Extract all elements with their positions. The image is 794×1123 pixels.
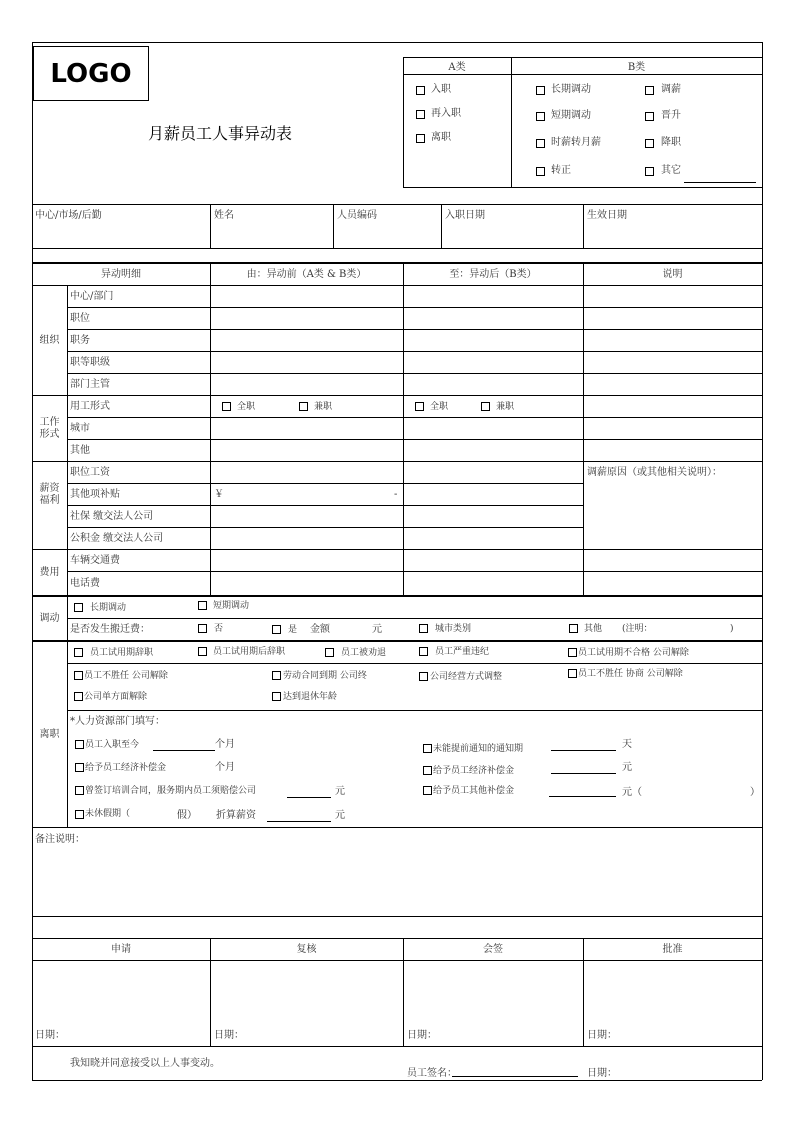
class-box-split	[511, 57, 512, 188]
rule	[32, 640, 762, 642]
retirement-label: 达到退休年龄	[283, 692, 338, 702]
incompetent-label: 员工不胜任 公司解除	[84, 671, 168, 681]
checkbox-retirement[interactable]	[272, 692, 281, 701]
rule	[67, 483, 583, 484]
leave-label: 离职	[39, 729, 60, 740]
dash: -	[394, 489, 398, 500]
checkbox-econ-comp[interactable]	[75, 763, 84, 772]
rule	[32, 285, 762, 286]
unilateral-label: 公司单方面解除	[84, 692, 148, 702]
row-fund: 公积金 缴交法人公司	[70, 533, 164, 544]
amount-label: 金额	[310, 624, 330, 635]
approve-date: 日期：	[587, 1030, 617, 1041]
row-manager: 部门主管	[70, 379, 110, 390]
logo: LOGO	[33, 46, 149, 101]
checkbox-long-transfer[interactable]	[536, 86, 545, 95]
work-label: 工作 形式	[39, 417, 60, 440]
emp-sign-label: 员工签名：	[407, 1068, 457, 1079]
other-class-field[interactable]	[684, 182, 756, 183]
class-a-label: A类	[448, 62, 466, 73]
class-box-divider	[403, 74, 762, 75]
checkbox-city-type[interactable]	[419, 624, 428, 633]
sign-countersign: 会签	[483, 944, 503, 955]
frame-bottom	[32, 1080, 762, 1081]
training-contract-label: 曾签订培训合同，服务期内员工须赔偿公司	[85, 786, 257, 796]
opt-hourly-to-monthly-label: 时薪转月薪	[551, 137, 601, 148]
checkbox-leave[interactable]	[416, 134, 425, 143]
emp-sign-field[interactable]	[452, 1076, 578, 1077]
rule	[67, 329, 762, 330]
rule	[67, 663, 762, 664]
training-unit: 元	[335, 786, 345, 797]
frame-right	[762, 42, 763, 1080]
notice-days-field[interactable]	[551, 750, 616, 751]
rule	[32, 827, 762, 828]
rule	[67, 710, 762, 711]
checkbox-regularize[interactable]	[536, 167, 545, 176]
checkbox-unilateral[interactable]	[74, 692, 83, 701]
econ-comp-2-label: 给予员工经济补偿金	[433, 766, 515, 776]
row-salary: 职位工资	[70, 467, 110, 478]
rule	[441, 204, 442, 248]
rule	[32, 262, 762, 264]
opt-promote-label: 晋升	[661, 110, 681, 121]
rule	[32, 461, 762, 462]
move-no-label: 否	[214, 624, 224, 634]
rule	[32, 395, 762, 396]
other-comp-unit: 元（	[622, 787, 642, 798]
move-question: 是否发生搬迁费：	[70, 624, 150, 635]
checkbox-to-fulltime[interactable]	[415, 402, 424, 411]
checkbox-training-contract[interactable]	[75, 786, 84, 795]
opt-demote-label: 降职	[661, 137, 681, 148]
violation-label: 员工严重违纪	[435, 647, 490, 657]
persuaded-label: 员工被劝退	[341, 648, 387, 658]
opt-rehire-label: 再入职	[431, 108, 461, 119]
join-date-label: 入职日期	[445, 210, 485, 221]
checkbox-move-no[interactable]	[198, 624, 207, 633]
opt-long-transfer-label: 长期调动	[551, 84, 591, 95]
ack-text: 我知晓并同意接受以上人事变动。	[70, 1058, 220, 1069]
econ-comp-2-field[interactable]	[551, 773, 616, 774]
business-change-label: 公司经营方式调整	[430, 672, 503, 682]
opt-raise-label: 调薪	[661, 84, 681, 95]
sign-apply: 申请	[111, 944, 131, 955]
checkbox-probation-fail[interactable]	[568, 648, 577, 657]
convert-salary-label: 折算薪资	[216, 810, 256, 821]
sign-approve: 批准	[662, 944, 683, 955]
probation-resign-label: 员工试用期辞职	[90, 648, 154, 658]
checkbox-incompetent-negotiate[interactable]	[568, 669, 577, 678]
name-label: 姓名	[214, 210, 234, 221]
amount-unit: 元	[372, 624, 382, 635]
class-box	[403, 57, 762, 188]
join-months-label: 员工入职至今	[85, 740, 140, 750]
checkbox-violation[interactable]	[419, 647, 428, 656]
raise-reason-label: 调薪原因（或其他相关说明）：	[587, 467, 722, 478]
opt-onboard-label: 入职	[431, 84, 451, 95]
eff-date-label: 生效日期	[587, 210, 627, 221]
rule	[67, 373, 762, 374]
rule	[67, 641, 68, 827]
checkbox-to-parttime[interactable]	[481, 402, 490, 411]
notice-days-unit: 天	[622, 739, 632, 750]
row-grade: 职等职级	[70, 357, 110, 368]
training-amount-field[interactable]	[287, 797, 331, 798]
org-label: 组织	[39, 335, 60, 346]
center-label: 中心/市场/后勤	[35, 210, 102, 221]
incompetent-negotiate-label: 员工不胜任 协商 公司解除	[578, 669, 683, 679]
checkbox-short-transfer[interactable]	[536, 112, 545, 121]
checkbox-join-months[interactable]	[75, 740, 84, 749]
checkbox-probation-resign[interactable]	[74, 648, 83, 657]
rule	[210, 262, 211, 595]
sign-review: 复核	[296, 944, 317, 955]
review-date: 日期：	[214, 1030, 244, 1041]
rule	[32, 1046, 762, 1047]
move-yes-label: 是	[288, 625, 298, 635]
econ-comp-label: 给予员工经济补偿金	[85, 763, 167, 773]
rule	[67, 307, 762, 308]
to-fulltime-label: 全职	[430, 402, 449, 412]
row-duty: 职务	[70, 335, 90, 346]
row-transport: 车辆交通费	[70, 555, 120, 566]
opt-other-label: 其它	[661, 165, 681, 176]
frame-top	[32, 42, 762, 43]
checkbox-transfer-short[interactable]	[198, 601, 207, 610]
rule	[403, 262, 404, 595]
row-city: 城市	[70, 423, 90, 434]
other-comp-field[interactable]	[549, 796, 616, 797]
checkbox-notice[interactable]	[423, 744, 432, 753]
remarks-label: 备注说明：	[35, 834, 85, 845]
rule	[32, 960, 762, 961]
transfer-other-label: 其他	[584, 624, 603, 634]
rule	[32, 204, 762, 205]
emp-no-label: 人员编码	[337, 210, 377, 221]
row-phone: 电话费	[70, 578, 100, 589]
checkbox-demote[interactable]	[645, 139, 654, 148]
unused-leave-label-2: 假）	[177, 810, 197, 821]
rule	[67, 571, 762, 572]
rule	[67, 618, 762, 619]
join-months-field[interactable]	[153, 750, 215, 751]
rule	[67, 527, 583, 528]
rule	[32, 916, 762, 917]
frame-left	[32, 42, 33, 1080]
rule	[32, 248, 762, 249]
checkbox-other-class[interactable]	[645, 167, 654, 176]
checkbox-onboard[interactable]	[416, 86, 425, 95]
checkbox-post-probation-resign[interactable]	[198, 647, 207, 656]
other-comp-close: ）	[750, 787, 760, 798]
transfer-short-label: 短期调动	[213, 601, 250, 611]
opt-regularize-label: 转正	[551, 165, 571, 176]
note-close: )	[730, 624, 734, 634]
from-parttime-label: 兼职	[314, 402, 333, 412]
rule	[583, 204, 584, 248]
class-b-label: B类	[627, 62, 646, 73]
rule	[583, 262, 584, 595]
col-from: 由：异动前（A类 & B类）	[246, 269, 367, 280]
checkbox-other-comp[interactable]	[423, 786, 432, 795]
checkbox-rehire[interactable]	[416, 110, 425, 119]
checkbox-contract-expire[interactable]	[272, 671, 281, 680]
contract-expire-label: 劳动合同到期 公司终	[283, 671, 367, 681]
rule	[32, 549, 762, 550]
opt-leave-label: 离职	[431, 132, 451, 143]
econ-comp-2-unit: 元	[622, 762, 632, 773]
checkbox-business-change[interactable]	[419, 672, 428, 681]
rule	[67, 439, 762, 440]
form-title: 月薪员工人事异动表	[147, 124, 292, 143]
checkbox-econ-comp-2[interactable]	[423, 766, 432, 775]
row-work-other: 其他	[70, 445, 90, 456]
countersign-date: 日期：	[407, 1030, 437, 1041]
rule	[32, 595, 762, 597]
checkbox-incompetent[interactable]	[74, 671, 83, 680]
unused-leave-label: 未休假期（	[85, 809, 131, 819]
other-comp-label: 给予员工其他补偿金	[433, 786, 515, 796]
note-open: (注明：	[622, 624, 653, 634]
row-employment: 用工形式	[70, 401, 110, 412]
checkbox-from-fulltime[interactable]	[222, 402, 231, 411]
checkbox-from-parttime[interactable]	[299, 402, 308, 411]
rule	[67, 351, 762, 352]
yen-sign: ￥	[214, 489, 224, 500]
hr-fill-label: *人力资源部门填写：	[70, 716, 165, 727]
col-note: 说明	[662, 269, 683, 280]
apply-date: 日期：	[35, 1030, 65, 1041]
checkbox-move-yes[interactable]	[272, 625, 281, 634]
rule	[32, 938, 762, 939]
checkbox-promote[interactable]	[645, 112, 654, 121]
to-parttime-label: 兼职	[496, 402, 515, 412]
checkbox-hourly-to-monthly[interactable]	[536, 139, 545, 148]
transfer-long-label: 长期调动	[90, 603, 127, 613]
rule	[210, 204, 211, 248]
col-to: 至：异动后（B类）	[449, 269, 537, 280]
row-dept: 中心/部门	[70, 291, 114, 302]
col-detail: 异动明细	[101, 269, 141, 280]
rule	[67, 417, 762, 418]
months-unit: 个月	[215, 739, 235, 750]
rule	[67, 549, 68, 595]
checkbox-raise[interactable]	[645, 86, 654, 95]
row-position: 职位	[70, 313, 90, 324]
row-social: 社保 缴交法人公司	[70, 511, 154, 522]
rule	[67, 505, 583, 506]
footer-date-label: 日期：	[587, 1068, 617, 1079]
transfer-label: 调动	[39, 613, 60, 624]
from-fulltime-label: 全职	[237, 402, 256, 412]
opt-short-transfer-label: 短期调动	[551, 110, 591, 121]
row-allowance: 其他项补贴	[70, 489, 120, 500]
checkbox-persuaded[interactable]	[325, 648, 334, 657]
convert-salary-field[interactable]	[267, 821, 331, 822]
post-probation-resign-label: 员工试用期后辞职	[213, 647, 286, 657]
rule	[333, 204, 334, 248]
fee-label: 费用	[39, 567, 60, 578]
probation-fail-label: 员工试用期不合格 公司解除	[578, 648, 689, 658]
checkbox-transfer-other[interactable]	[569, 624, 578, 633]
city-type-label: 城市类别	[435, 624, 472, 634]
checkbox-unused-leave[interactable]	[75, 810, 84, 819]
econ-comp-months: 个月	[215, 762, 235, 773]
checkbox-transfer-long[interactable]	[74, 603, 83, 612]
convert-salary-unit: 元	[335, 810, 345, 821]
notice-label: 未能提前通知的通知期	[433, 744, 524, 754]
pay-label: 薪资 福利	[39, 483, 60, 506]
